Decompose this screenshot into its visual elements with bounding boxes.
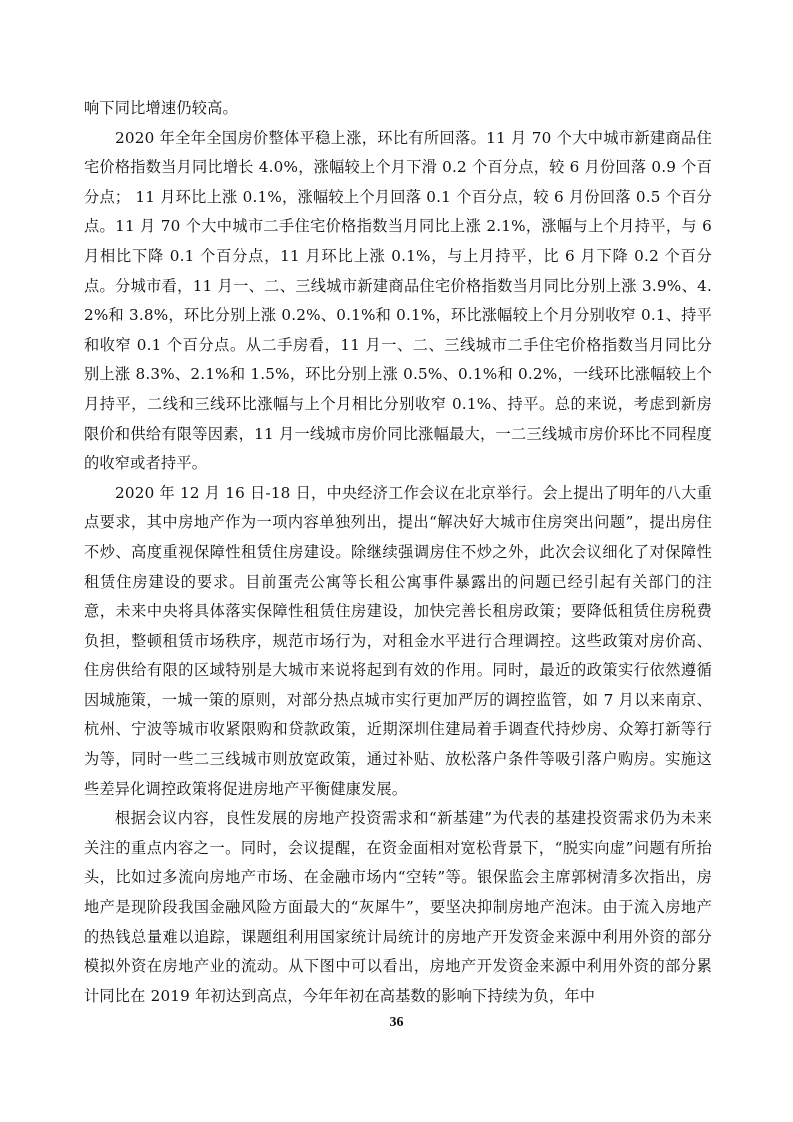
paragraph-house-prices: 2020 年全年全国房价整体平稳上涨，环比有所回落。11 月 70 个大中城市新建商品住宅价格指数当月同比增长 4.0%，涨幅较上个月下滑 0.2 个百分点，较 6 月份回落 0.9 个百分点； 11 月环比上涨 0.1%，涨幅较上个月回落 0.1 个百分点，较 6 月份回落 0.5 个百分点。11 月 70 个大中城市二手住宅价格指数当月同比上涨 2.1%，涨幅与上个月持平，与 6 月相比下降 0.1 个百分点，11 月环比上涨 0.1%，与上月持平，比 6 月下降 0.2 个百分点。分城市看，11 月一、二、三线城市新建商品住宅价格指数当月同比分别上涨 3.9%、4.2%和 3.8%，环比分别上涨 0.2%、0.1%和 0.1%，环比涨幅较上个月分别收窄 0.1、持平和收窄 0.1 个百分点。从二手房看，11 月一、二、三线城市二手住宅价格指数当月同比分别上涨 8.3%、2.1%和 1.5%，环比分别上涨 0.5%、0.1%和 0.2%，一线环比涨幅较上个月持平，二线和三线环比涨幅与上个月相比分别收窄 0.1%、持平。总的来说，考虑到新房限价和供给有限等因素，11 月一线城市房价同比涨幅最大，一二三线城市房价环比不同程度的收窄或者持平。 <box>84 128 712 473</box>
paragraph-investment-demand: 根据会议内容，良性发展的房地产投资需求和“新基建”为代表的基建投资需求仍为未来关注的重点内容之一。同时，会议提醒，在资金面相对宽松背景下，“脱实向虚”问题有所抬头，比如过多流向房地产市场、在金融市场内“空转”等。银保监会主席郭树清多次指出，房地产是现阶段我国金融风险方面最大的“灰犀牛”，要坚决抑制房地产泡沫。由于流入房地产的热钱总量难以追踪，课题组利用国家统计局统计的房地产开发资金来源中利用外资的部分模拟外资在房地产业的流动。从下图中可以看出，房地产开发资金来源中利用外资的部分累计同比在 2019 年初达到高点，今年年初在高基数的影响下持续为负，年中 <box>84 809 712 1005</box>
paragraph-economic-conference: 2020 年 12 月 16 日-18 日，中央经济工作会议在北京举行。会上提出了明年的八大重点要求，其中房地产作为一项内容单独列出，提出“解决好大城市住房突出问题”，提出房住不炒、高度重视保障性租赁住房建设。除继续强调房住不炒之外，此次会议细化了对保障性租赁住房建设的要求。目前蛋壳公寓等长租公寓事件暴露出的问题已经引起有关部门的注意，未来中央将具体落实保障性租赁住房建设，加快完善长租房政策；要降低租赁住房税费负担，整顿租赁市场秩序，规范市场行为，对租金水平进行合理调控。这些政策对房价高、住房供给有限的区域特别是大城市来说将起到有效的作用。同时，最近的政策实行依然遵循因城施策，一城一策的原则，对部分热点城市实行更加严厉的调控监管，如 7 月以来南京、杭州、宁波等城市收紧限购和贷款政策，近期深圳住建局着手调查代持炒房、众筹打新等行为等，同时一些二三线城市则放宽政策，通过补贴、放松落户条件等吸引落户购房。实施这些差异化调控政策将促进房地产平衡健康发展。 <box>84 483 712 798</box>
page-number: 36 <box>389 1015 404 1030</box>
paragraph-continuation: 响下同比增速仍较高。 <box>84 99 238 117</box>
body-text <box>84 94 712 1011</box>
